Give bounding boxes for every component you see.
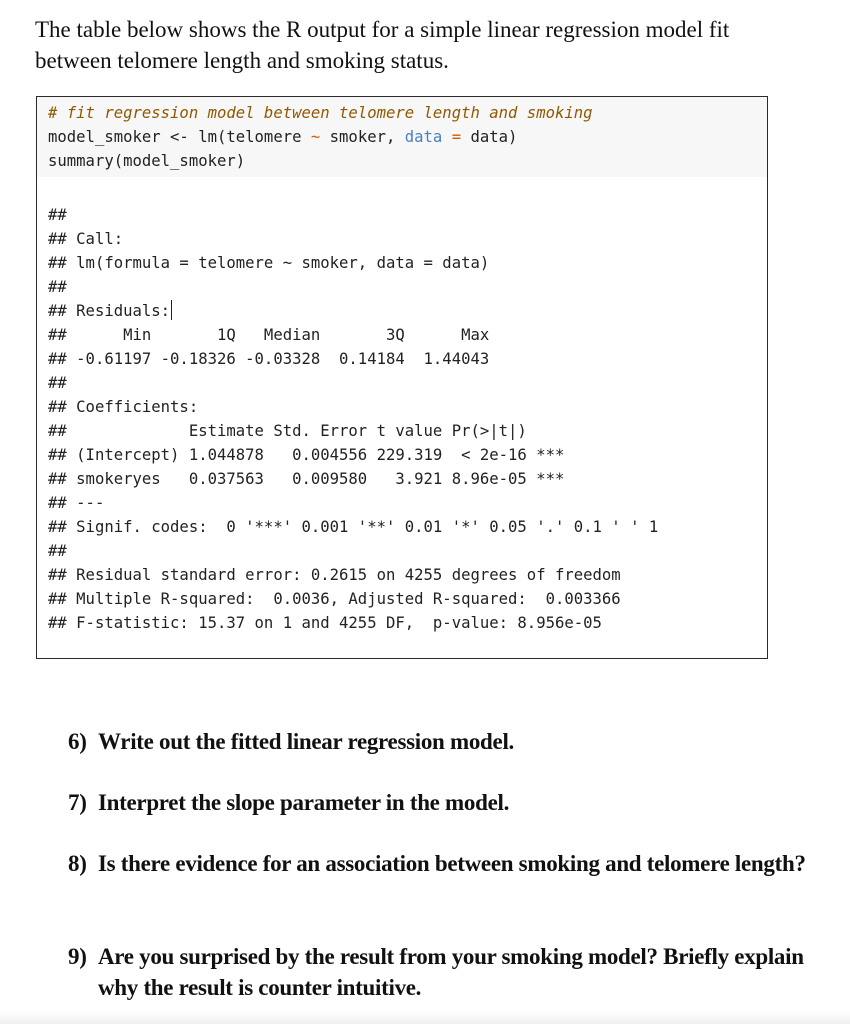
output-line: ## xyxy=(48,278,67,296)
question-item-6 xyxy=(68,726,828,757)
code-comment-line xyxy=(48,101,767,125)
output-line: ## Multiple R-squared: 0.0036, Adjusted R-squared: 0.003366 xyxy=(48,590,621,608)
r-code-block xyxy=(36,96,768,659)
output-line: ## Min 1Q Median 3Q Max xyxy=(48,326,490,344)
intro-paragraph xyxy=(35,14,825,76)
output-line: ## xyxy=(48,206,67,224)
page-bottom-shade xyxy=(0,1010,850,1024)
question-text: Are you surprised by the result from your smoking model? Briefly explain why the result is counter intuitive. xyxy=(98,944,804,1000)
question-text: Write out the fitted linear regression model. xyxy=(98,729,514,754)
question-text: Is there evidence for an association between smoking and telomere length? xyxy=(98,851,806,876)
output-line-residuals xyxy=(48,299,767,323)
text-cursor xyxy=(171,300,172,320)
output-line: ## (Intercept) 1.044878 0.004556 229.319 < 2e-16 *** xyxy=(48,446,565,464)
code-equals: = xyxy=(442,128,471,146)
code-model-line xyxy=(48,125,767,149)
r-source-code xyxy=(37,97,767,177)
output-line: ## xyxy=(48,374,67,392)
question-item-7 xyxy=(68,787,828,818)
code-arg-name: data xyxy=(404,128,443,146)
r-console-output xyxy=(37,177,767,635)
code-assign-middle: smoker, xyxy=(320,128,405,146)
question-number: 7) xyxy=(68,790,87,815)
question-item-9 xyxy=(68,941,828,1003)
question-number: 8) xyxy=(68,851,87,876)
output-line: ## Signif. codes: 0 '***' 0.001 '**' 0.01 '*' 0.05 '.' 0.1 ' ' 1 xyxy=(48,518,659,536)
output-line: ## smokeryes 0.037563 0.009580 3.921 8.96e-05 *** xyxy=(48,470,565,488)
question-number: 6) xyxy=(68,729,87,754)
intro-line-1: The table below shows the R output for a simple linear regression model fit xyxy=(35,17,730,42)
code-assign-target: model_smoker <- lm(telomere xyxy=(48,128,311,146)
output-line: ## -0.61197 -0.18326 -0.03328 0.14184 1.44043 xyxy=(48,350,490,368)
output-line: ## Call: xyxy=(48,230,124,248)
output-line: ## --- xyxy=(48,494,105,512)
question-text: Interpret the slope parameter in the model. xyxy=(98,790,510,815)
output-line: ## Residual standard error: 0.2615 on 4255 degrees of freedom xyxy=(48,566,621,584)
code-assign-end: data) xyxy=(470,128,518,146)
intro-line-2: between telomere length and smoking status. xyxy=(35,48,449,73)
output-line: ## lm(formula = telomere ~ smoker, data = data) xyxy=(48,254,490,272)
code-comment: # fit regression model between telomere length and smoking xyxy=(48,104,593,122)
output-line: ## F-statistic: 15.37 on 1 and 4255 DF, p-value: 8.956e-05 xyxy=(48,614,602,632)
output-line: ## Coefficients: xyxy=(48,398,199,416)
question-number: 9) xyxy=(68,944,87,969)
output-line: ## Estimate Std. Error t value Pr(>|t|) xyxy=(48,422,527,440)
output-line: ## xyxy=(48,542,67,560)
question-item-8 xyxy=(68,848,828,879)
residuals-header: ## Residuals: xyxy=(48,302,171,320)
code-summary-line: summary(model_smoker) xyxy=(48,152,246,170)
code-tilde: ~ xyxy=(310,128,321,146)
